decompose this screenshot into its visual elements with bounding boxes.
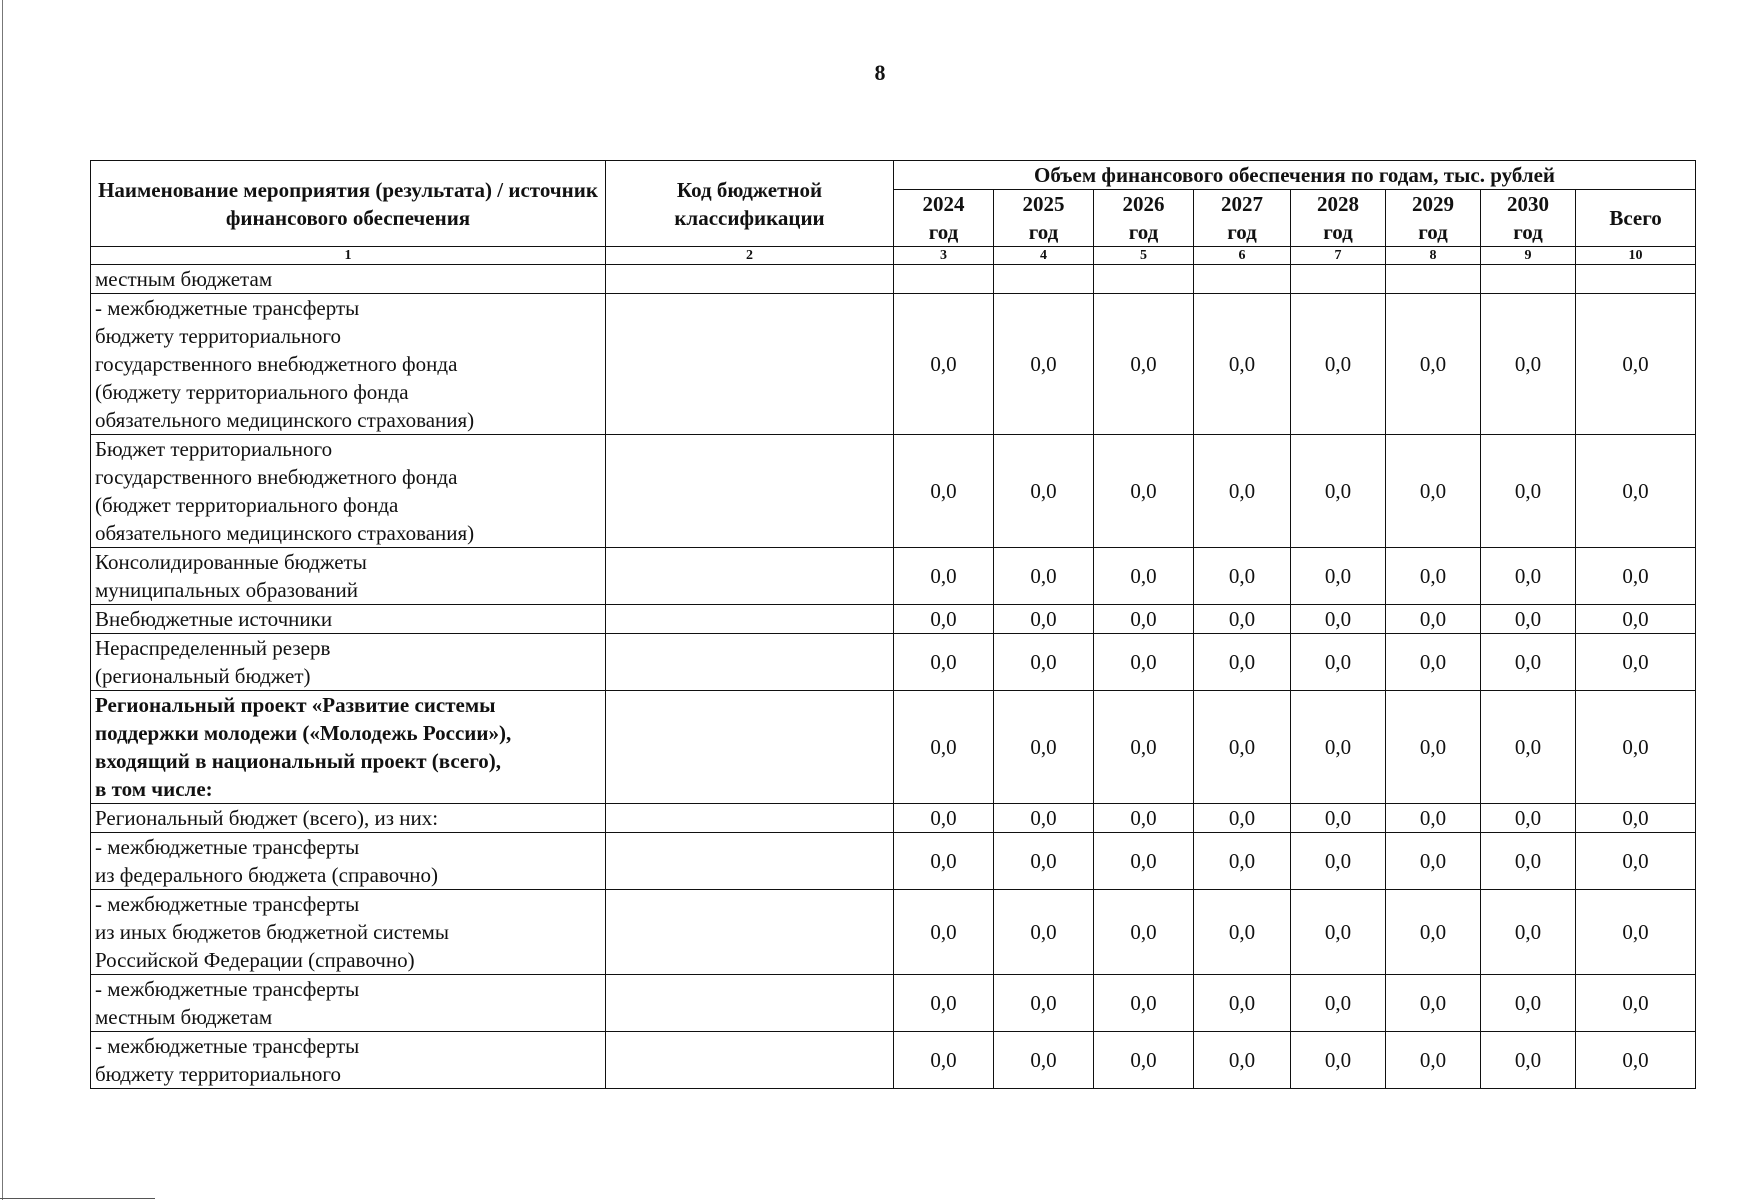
row-year-value: 0,0	[894, 804, 994, 833]
row-year-value: 0,0	[1094, 634, 1194, 691]
header-year-unit: год	[1028, 220, 1059, 244]
row-year-value: 0,0	[1094, 691, 1194, 804]
row-budget-code	[606, 435, 894, 548]
row-budget-code	[606, 804, 894, 833]
column-number: 10	[1576, 247, 1696, 265]
table-header	[91, 161, 1696, 247]
table-row	[91, 548, 1696, 605]
header-year-value: 2029	[1412, 192, 1454, 216]
row-year-value: 0,0	[1291, 605, 1386, 634]
row-total-value: 0,0	[1576, 435, 1696, 548]
row-budget-code	[606, 975, 894, 1032]
row-year-value: 0,0	[1194, 435, 1291, 548]
column-number: 6	[1194, 247, 1291, 265]
row-year-value: 0,0	[894, 890, 994, 975]
row-year-value: 0,0	[1386, 294, 1481, 435]
row-name: - межбюджетные трансферты из иных бюджетов бюджетной системы Российской Федерации (справочно)	[91, 890, 606, 975]
row-year-value	[1481, 265, 1576, 294]
row-budget-code	[606, 294, 894, 435]
row-year-value: 0,0	[1194, 294, 1291, 435]
row-year-value: 0,0	[1386, 833, 1481, 890]
row-year-value: 0,0	[894, 691, 994, 804]
row-year-value: 0,0	[1194, 1032, 1291, 1089]
row-total-value: 0,0	[1576, 833, 1696, 890]
row-year-value	[1291, 265, 1386, 294]
header-year-2030	[1481, 190, 1576, 247]
row-year-value: 0,0	[1094, 890, 1194, 975]
row-year-value: 0,0	[1386, 691, 1481, 804]
row-year-value: 0,0	[1386, 1032, 1481, 1089]
row-year-value: 0,0	[894, 435, 994, 548]
header-volume-column: Объем финансового обеспечения по годам, тыс. рублей	[894, 161, 1696, 190]
row-year-value: 0,0	[1291, 435, 1386, 548]
header-year-unit: год	[1513, 220, 1543, 244]
row-year-value: 0,0	[894, 975, 994, 1032]
row-year-value: 0,0	[1386, 435, 1481, 548]
row-year-value: 0,0	[1386, 605, 1481, 634]
scan-edge-left	[2, 0, 3, 1200]
row-name: Внебюджетные источники	[91, 605, 606, 634]
row-year-value: 0,0	[1481, 1032, 1576, 1089]
row-year-value: 0,0	[1291, 548, 1386, 605]
row-year-value: 0,0	[994, 890, 1094, 975]
row-total-value: 0,0	[1576, 1032, 1696, 1089]
column-number: 8	[1386, 247, 1481, 265]
row-year-value: 0,0	[1291, 804, 1386, 833]
row-total-value: 0,0	[1576, 975, 1696, 1032]
row-year-value: 0,0	[1094, 804, 1194, 833]
row-year-value: 0,0	[1194, 548, 1291, 605]
header-year-value: 2026	[1122, 192, 1165, 216]
header-name-column: Наименование мероприятия (результата) / источник финансового обеспечения	[91, 161, 606, 247]
row-year-value: 0,0	[1291, 634, 1386, 691]
row-year-value: 0,0	[994, 435, 1094, 548]
column-number: 1	[91, 247, 606, 265]
table-row	[91, 265, 1696, 294]
row-year-value: 0,0	[1094, 833, 1194, 890]
row-year-value: 0,0	[1291, 691, 1386, 804]
row-year-value: 0,0	[1194, 691, 1291, 804]
row-year-value: 0,0	[1386, 804, 1481, 833]
row-year-value	[994, 265, 1094, 294]
column-number-row	[91, 247, 1696, 265]
row-year-value: 0,0	[1481, 435, 1576, 548]
row-year-value: 0,0	[994, 548, 1094, 605]
row-year-value: 0,0	[1481, 804, 1576, 833]
header-year-2026	[1094, 190, 1194, 247]
row-year-value: 0,0	[1094, 1032, 1194, 1089]
row-year-value: 0,0	[1094, 294, 1194, 435]
row-year-value: 0,0	[1481, 634, 1576, 691]
row-year-value: 0,0	[894, 605, 994, 634]
row-name: - межбюджетные трансферты бюджету территориального государственного внебюджетного фонда (бюджету территориального фонда обязательного медицинского страхования)	[91, 294, 606, 435]
table-row	[91, 634, 1696, 691]
row-budget-code	[606, 833, 894, 890]
table-body	[91, 247, 1696, 1089]
row-budget-code	[606, 548, 894, 605]
row-year-value: 0,0	[1291, 833, 1386, 890]
header-code-column: Код бюджетной классификации	[606, 161, 894, 247]
row-total-value: 0,0	[1576, 890, 1696, 975]
row-year-value: 0,0	[1194, 975, 1291, 1032]
row-year-value: 0,0	[994, 634, 1094, 691]
column-number: 9	[1481, 247, 1576, 265]
row-budget-code	[606, 265, 894, 294]
row-name: - межбюджетные трансферты из федерального бюджета (справочно)	[91, 833, 606, 890]
table-row	[91, 691, 1696, 804]
row-year-value: 0,0	[994, 605, 1094, 634]
row-year-value: 0,0	[1386, 890, 1481, 975]
row-name: Региональный бюджет (всего), из них:	[91, 804, 606, 833]
row-year-value: 0,0	[994, 975, 1094, 1032]
table-row	[91, 833, 1696, 890]
header-year-unit: год	[1128, 220, 1159, 244]
header-year-2029	[1386, 190, 1481, 247]
header-year-2025	[994, 190, 1094, 247]
row-year-value: 0,0	[1194, 890, 1291, 975]
row-budget-code	[606, 691, 894, 804]
budget-table	[90, 160, 1696, 1089]
header-year-value: 2025	[1022, 192, 1065, 216]
row-total-value: 0,0	[1576, 691, 1696, 804]
row-year-value: 0,0	[894, 294, 994, 435]
row-year-value: 0,0	[1481, 975, 1576, 1032]
row-year-value: 0,0	[994, 1032, 1094, 1089]
row-name: Консолидированные бюджеты муниципальных образований	[91, 548, 606, 605]
column-number: 4	[994, 247, 1094, 265]
row-name: Региональный проект «Развитие системы поддержки молодежи («Молодежь России»), входящий в национальный проект (всего), в том числе:	[91, 691, 606, 804]
row-year-value: 0,0	[1291, 1032, 1386, 1089]
column-number: 2	[606, 247, 894, 265]
header-year-value: 2028	[1317, 192, 1359, 216]
table-row	[91, 605, 1696, 634]
table-row	[91, 975, 1696, 1032]
row-total-value: 0,0	[1576, 804, 1696, 833]
row-total-value	[1576, 265, 1696, 294]
row-year-value: 0,0	[1094, 435, 1194, 548]
row-name: - межбюджетные трансферты местным бюджетам	[91, 975, 606, 1032]
table-row	[91, 804, 1696, 833]
header-year-value: 2024	[922, 192, 965, 216]
row-year-value: 0,0	[1194, 804, 1291, 833]
header-year-unit: год	[1323, 220, 1353, 244]
table-row	[91, 435, 1696, 548]
row-year-value: 0,0	[1291, 890, 1386, 975]
header-year-2028	[1291, 190, 1386, 247]
row-year-value: 0,0	[1481, 294, 1576, 435]
table-row	[91, 1032, 1696, 1089]
row-year-value: 0,0	[894, 634, 994, 691]
table-row	[91, 294, 1696, 435]
column-number: 7	[1291, 247, 1386, 265]
row-year-value: 0,0	[894, 1032, 994, 1089]
row-name: Нераспределенный резерв (региональный бюджет)	[91, 634, 606, 691]
row-year-value: 0,0	[1194, 833, 1291, 890]
row-name: местным бюджетам	[91, 265, 606, 294]
row-year-value: 0,0	[1094, 975, 1194, 1032]
row-total-value: 0,0	[1576, 548, 1696, 605]
page-number: 8	[874, 60, 886, 85]
row-total-value: 0,0	[1576, 605, 1696, 634]
table-row	[91, 890, 1696, 975]
row-year-value: 0,0	[1291, 294, 1386, 435]
row-name: Бюджет территориального государственного внебюджетного фонда (бюджет территориального фонда обязательного медицинского страхования)	[91, 435, 606, 548]
row-year-value	[1194, 265, 1291, 294]
header-year-2024	[894, 190, 994, 247]
row-year-value: 0,0	[1386, 548, 1481, 605]
row-year-value: 0,0	[1094, 605, 1194, 634]
row-year-value: 0,0	[1386, 975, 1481, 1032]
row-year-value: 0,0	[1094, 548, 1194, 605]
row-year-value: 0,0	[1481, 833, 1576, 890]
row-year-value: 0,0	[1386, 634, 1481, 691]
row-year-value: 0,0	[894, 548, 994, 605]
row-year-value: 0,0	[1194, 605, 1291, 634]
header-year-unit: год	[1227, 220, 1257, 244]
column-number: 5	[1094, 247, 1194, 265]
row-budget-code	[606, 1032, 894, 1089]
row-year-value	[1094, 265, 1194, 294]
row-year-value: 0,0	[994, 804, 1094, 833]
row-budget-code	[606, 605, 894, 634]
row-budget-code	[606, 634, 894, 691]
header-year-value: 2027	[1221, 192, 1263, 216]
row-year-value: 0,0	[894, 833, 994, 890]
row-year-value	[894, 265, 994, 294]
row-year-value: 0,0	[994, 833, 1094, 890]
header-year-unit: год	[1418, 220, 1448, 244]
row-year-value: 0,0	[1194, 634, 1291, 691]
row-year-value: 0,0	[1481, 691, 1576, 804]
header-total-column: Всего	[1576, 190, 1696, 247]
row-name: - межбюджетные трансферты бюджету территориального	[91, 1032, 606, 1089]
row-budget-code	[606, 890, 894, 975]
row-year-value: 0,0	[1481, 605, 1576, 634]
header-year-2027	[1194, 190, 1291, 247]
row-year-value: 0,0	[994, 294, 1094, 435]
row-total-value: 0,0	[1576, 634, 1696, 691]
column-number: 3	[894, 247, 994, 265]
row-total-value: 0,0	[1576, 294, 1696, 435]
row-year-value: 0,0	[1481, 548, 1576, 605]
scan-edge-bottom	[0, 1198, 155, 1199]
header-year-value: 2030	[1507, 192, 1549, 216]
row-year-value: 0,0	[994, 691, 1094, 804]
row-year-value	[1386, 265, 1481, 294]
row-year-value: 0,0	[1481, 890, 1576, 975]
row-year-value: 0,0	[1291, 975, 1386, 1032]
header-year-unit: год	[928, 220, 959, 244]
